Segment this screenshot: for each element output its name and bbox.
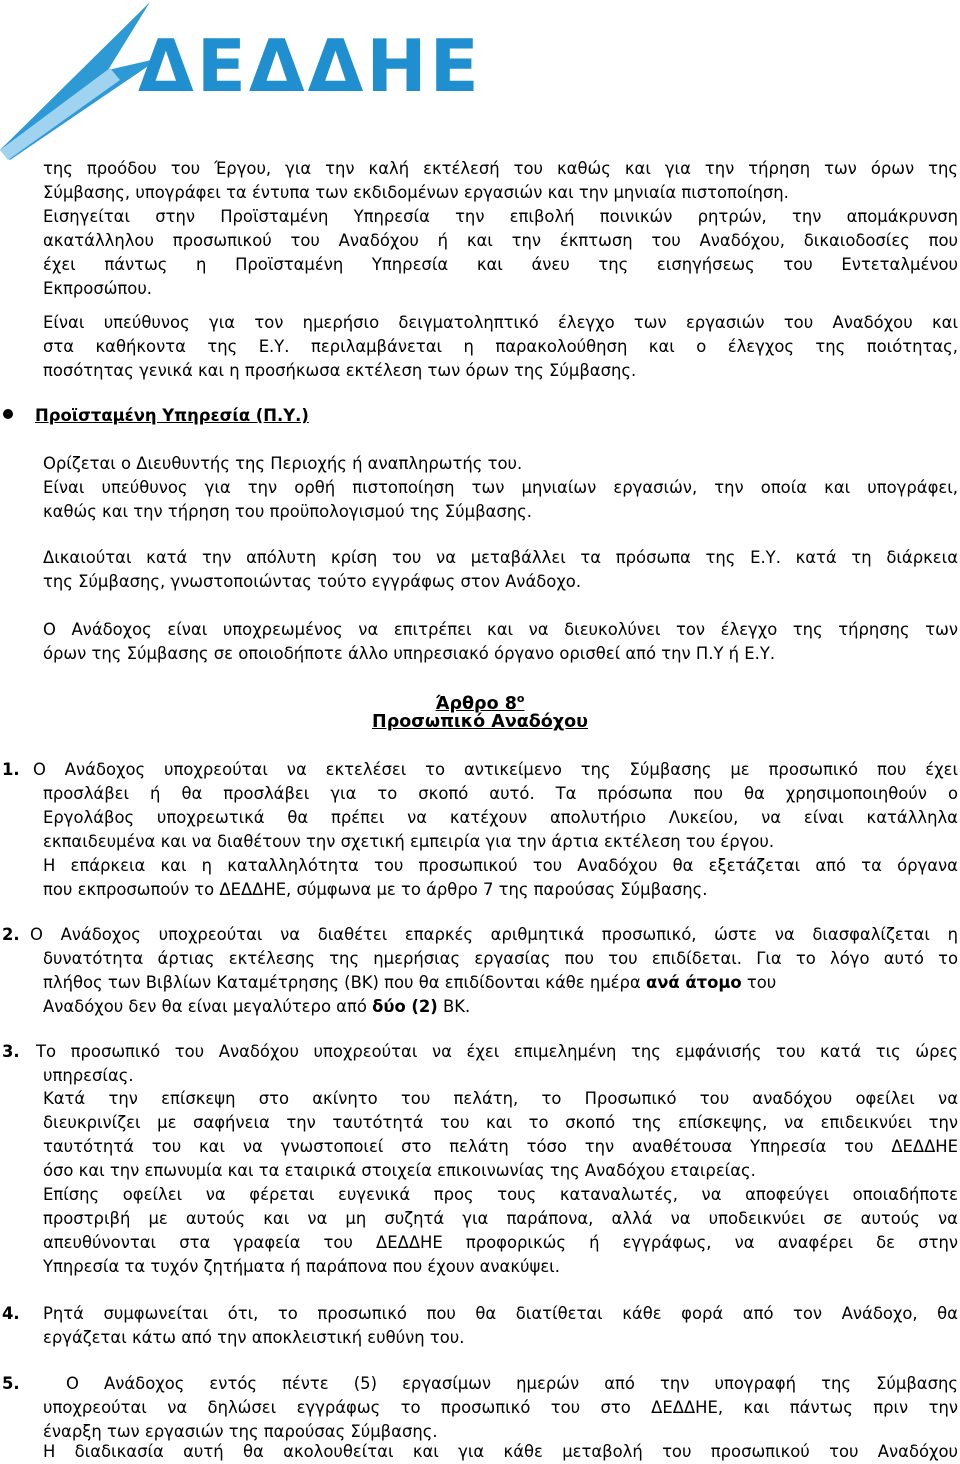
para5-line: όρων της Σύμβασης σε οποιοδήποτε άλλο υπηρεσιακό όργανο ορισθεί από την Π.Υ ή Ε.Υ. (43, 644, 776, 663)
item3-line: όσο και την επωνυμία και τα εταιρικά στοιχεία επικοινωνίας της Αναδόχου εταιρείας. (43, 1161, 756, 1180)
article-subtitle: Προσωπικό Αναδόχου (372, 712, 588, 732)
item2-bold: δύο (2) (372, 997, 438, 1016)
item2-text: του (746, 973, 777, 992)
item1-line: Η επάρκεια και η καταλληλότητα του προσωπικού του Αναδόχου θα εξετάζεται από τα όργανα (43, 856, 958, 875)
item2-line: δυνατότητα άρτιας εκτέλεσης της ημερήσιας εργασίας που του επιδίδεται. Για το λόγο αυτό το (43, 949, 958, 968)
section-heading: Προϊσταμένη Υπηρεσία (Π.Υ.) (35, 406, 309, 425)
item1-line: προσλάβει ή θα προσλάβει για το σκοπό αυτό. Τα πρόσωπα που θα χρησιμοποιηθούν ο (43, 784, 958, 803)
item3-line: προστριβή με αυτούς και να μη συζητά για παράπονα, αλλά να υποδεικνύει σε αυτούς να (43, 1209, 958, 1228)
para1-line: έχει πάντως η Προϊσταμένη Υπηρεσία και άνευ της εισηγήσεως του Εντεταλμένου (43, 255, 958, 274)
item5-line: Η διαδικασία αυτή θα ακολουθείται και για κάθε μεταβολή του προσωπικού του Αναδόχου (43, 1442, 958, 1461)
bullet-icon (3, 409, 13, 419)
item2-line (43, 995, 958, 1019)
item1-line: Εργολάβος υποχρεωτικά θα πρέπει να κατέχουν απολυτήριο Λυκείου, να είναι κατάλληλα (43, 808, 958, 827)
item3-line: απευθύνονται στα γραφεία του ΔΕΔΔΗΕ προφορικώς ή εγγράφως, να αναφέρει δε στην (43, 1233, 958, 1252)
item1-line: Ο Ανάδοχος υποχρεούται να εκτελέσει το αντικείμενο της Σύμβασης με προσωπικό που έχει (33, 760, 958, 779)
article-title (0, 687, 960, 714)
article-title-sup: ο (516, 692, 525, 705)
item2-bold: ανά άτομο (645, 973, 742, 992)
item-number: 1. (2, 760, 20, 779)
item1-line: που εκπροσωπούν το ΔΕΔΔΗΕ, σύμφωνα με το άρθρο 7 της παρούσας Σύμβασης. (43, 880, 708, 899)
item2-text: Αναδόχου δεν θα είναι μεγαλύτερο από (43, 997, 367, 1016)
logo (0, 0, 482, 160)
item5-line: έναρξη των εργασιών της παρούσας Σύμβασης. (43, 1422, 438, 1441)
item-number: 5. (2, 1374, 20, 1393)
para1-line: Σύμβασης, υπογράφει τα έντυπα των εκδιδομένων εργασιών και την μηνιαία πιστοποίηση. (43, 183, 789, 202)
item3-line: ταυτότητά του και να γνωστοποιεί στο πελάτη τόσο την αναθέτουσα Υπηρεσία του ΔΕΔΔΗΕ (43, 1137, 958, 1156)
para1-line: ακατάλληλου προσωπικού του Αναδόχου ή και την έκπτωση του Αναδόχου, δικαιοδοσίες που (43, 231, 958, 250)
item2-text: πλήθος των Βιβλίων Καταμέτρησης (ΒΚ) που θα επιδίδονται κάθε ημέρα (43, 973, 641, 992)
item1-line: εκπαιδευμένα και να διαθέτουν την σχετική εμπειρία για την άρτια εκτέλεση του έργου. (43, 832, 775, 851)
item5-line: υποχρεούται να δηλώσει εγγράφως το προσωπικό του στο ΔΕΔΔΗΕ, και πάντως πριν την (43, 1398, 958, 1417)
para3-line: Είναι υπεύθυνος για την ορθή πιστοποίηση των μηνιαίων εργασιών, την οποία και υπογράφει, (43, 478, 958, 497)
item3-line: Κατά την επίσκεψη στο ακίνητο του πελάτη, το Προσωπικό του αναδόχου οφείλει να (43, 1089, 958, 1108)
logo-text: ΔΕΔΔΗΕ (138, 24, 482, 108)
item3-line: Το προσωπικό του Αναδόχου υποχρεούται να έχει επιμελημένη της εμφάνισής του κατά τις ώρες (36, 1042, 958, 1061)
item5-line: Ο Ανάδοχος εντός πέντε (5) εργασίμων ημερών από την υπογραφή της Σύμβασης (66, 1374, 958, 1393)
para2-line: Είναι υπεύθυνος για τον ημερήσιο δειγματοληπτικό έλεγχο των εργασιών του Αναδόχου και (43, 313, 958, 332)
item4-line: εργάζεται κάτω από την αποκλειστική ευθύνη του. (43, 1328, 465, 1347)
article-title-text: Άρθρο 8 (435, 693, 517, 714)
para4-line: της Σύμβασης, γνωστοποιώντας τούτο εγγράφως στον Ανάδοχο. (43, 572, 582, 591)
para2-line: στα καθήκοντα της Ε.Υ. περιλαμβάνεται η παρακολούθηση και ο έλεγχος της ποιότητας, (43, 337, 958, 356)
para1-line: της προόδου του Έργου, για την καλή εκτέλεσή του καθώς και για την τήρηση των όρων της (43, 159, 958, 178)
para1-line: Εισηγείται στην Προϊσταμένη Υπηρεσία την επιβολή ποινικών ρητρών, την απομάκρυνση (43, 207, 958, 226)
item3-line: Επίσης οφείλει να φέρεται ευγενικά προς τους καταναλωτές, να αποφεύγει οποιαδήποτε (43, 1185, 958, 1204)
item3-line: υπηρεσίας. (43, 1066, 134, 1085)
para1-line: Εκπροσώπου. (43, 279, 153, 298)
item3-line: διευκρινίζει με σαφήνεια την ταυτότητά του και το σκοπό της επίσκεψης, να επιδεικνύει την (43, 1113, 958, 1132)
para2-line: ποσότητας γενικά και η προσήκωσα εκτέλεση των όρων της Σύμβασης. (43, 361, 637, 380)
item-number: 2. (2, 925, 20, 944)
item3-line: Υπηρεσία τα τυχόν ζητήματα ή παράπονα που έχουν ανακύψει. (43, 1257, 560, 1276)
item2-text: ΒΚ. (443, 997, 471, 1016)
item4-line: Ρητά συμφωνείται ότι, το προσωπικό που θα διατίθεται κάθε φορά από τον Ανάδοχο, θα (43, 1304, 958, 1323)
item-number: 3. (2, 1042, 20, 1061)
item2-line: Ο Ανάδοχος υποχρεούται να διαθέτει επαρκές αριθμητικά προσωπικό, ώστε να διασφαλίζεται η (30, 925, 958, 944)
para3-line: καθώς και την τήρηση του προϋπολογισμού της Σύμβασης. (43, 502, 532, 521)
para5-line: Ο Ανάδοχος είναι υποχρεωμένος να επιτρέπει και να διευκολύνει τον έλεγχο της τήρησης των (43, 620, 958, 639)
item-number: 4. (2, 1304, 20, 1323)
para3-line: Ορίζεται ο Διευθυντής της Περιοχής ή αναπληρωτής του. (43, 454, 523, 473)
para4-line: Δικαιούται κατά την απόλυτη κρίση του να μεταβάλλει τα πρόσωπα της Ε.Υ. κατά τη διάρκεια (43, 548, 958, 567)
item2-line (43, 971, 958, 995)
